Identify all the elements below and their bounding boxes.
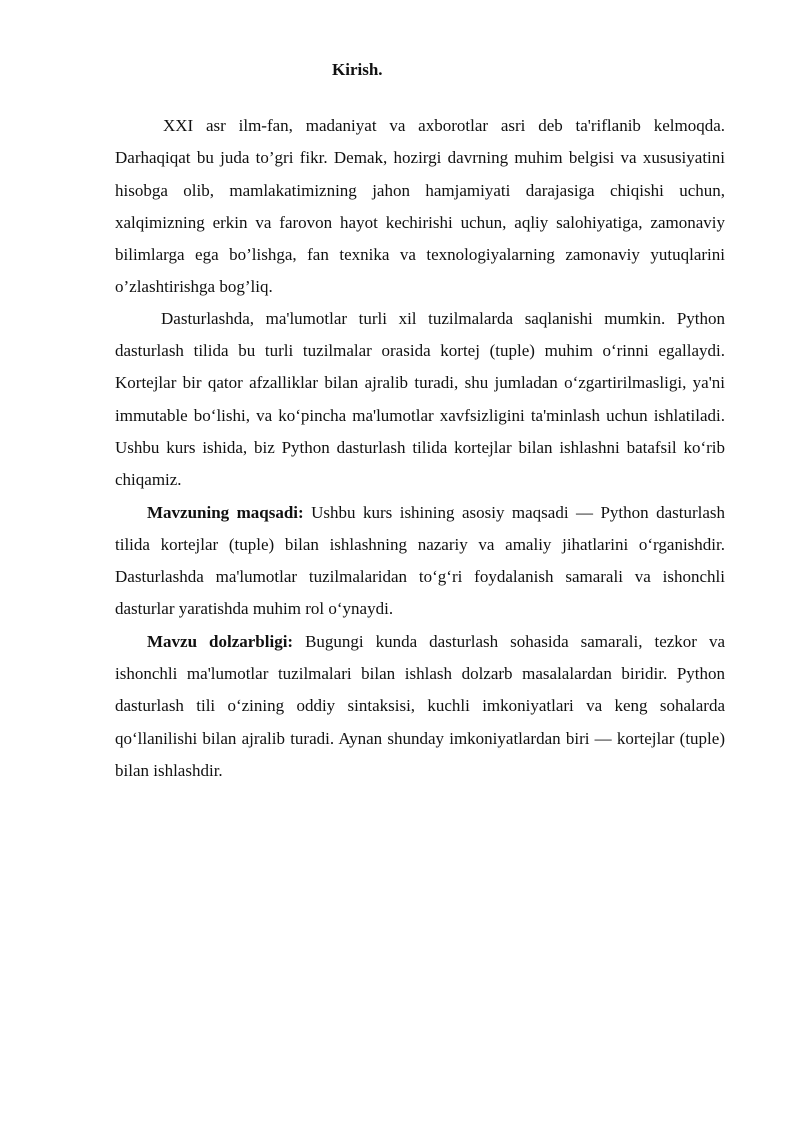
page-title: Kirish.	[332, 60, 383, 79]
topic-relevance-text: Bugungi kunda dasturlash sohasida samarali, tezkor va ishonchli ma'lumotlar tuzilmalari bilan ishlash dolzarb masalalardan biridir. Python dasturlash tili oʻzining oddiy sintaksisi, kuchli imkoniyatlari va keng sohalarda qoʻllanilishi bilan ajralib turadi. Aynan shunday imkoniyatlardan biri — kortejlar (tuple) bilan ishlashdir.	[115, 631, 725, 780]
topic-goal-text: Ushbu kurs ishining asosiy maqsadi — Python dasturlash tilida kortejlar (tuple) bilan ishlashning nazariy va amaliy jihatlarini oʻrganishdir. Dasturlashda ma'lumotlar tuzilmalaridan toʻgʻri foydalanish samarali va ishonchli dasturlar yaratishda muhim rol oʻynaydi.	[115, 502, 726, 619]
document-body	[115, 110, 725, 787]
paragraph-topic-relevance	[115, 626, 725, 787]
paragraph-data-structures-text: Dasturlashda, ma'lumotlar turli xil tuzilmalarda saqlanishi mumkin. Python dasturlash tilida bu turli tuzilmalar orasida kortej (tuple) muhim oʻrinni egallaydi. Kortejlar bir qator afzalliklar bilan ajralib turadi, shu jumladan oʻzgartirilmasligi, ya'ni immutable boʻlishi, va koʻpincha ma'lumotlar xavfsizligini ta'minlash uchun ishlatiladi. Ushbu kurs ishida, biz Python dasturlash tilida kortejlar bilan ishlashni batafsil koʻrib chiqamiz.	[115, 308, 725, 490]
paragraph-topic-goal	[115, 497, 725, 626]
paragraph-introduction	[115, 110, 725, 304]
paragraph-introduction-text: XXI asr ilm-fan, madaniyat va axborotlar asri deb ta'riflanib kelmoqda. Darhaqiqat bu juda to’gri fikr. Demak, hozirgi davrning muhim belgisi va xususiyatini hisobga olib, mamlakatimizning jahon hamjamiyati darajasiga chiqishi uchun, xalqimizning erkin va farovon hayot kechirishi uchun, aqliy salohiyatiga, zamonaviy bilimlarga ega bo’lishga, fan texnika va texnologiyalarning zamonaviy yutuqlarini o’zlashtirishga bog’liq.	[115, 116, 725, 297]
topic-goal-label: Mavzuning maqsadi:	[147, 502, 304, 522]
paragraph-data-structures	[115, 303, 725, 497]
topic-relevance-label: Mavzu dolzarbligi:	[147, 631, 294, 651]
